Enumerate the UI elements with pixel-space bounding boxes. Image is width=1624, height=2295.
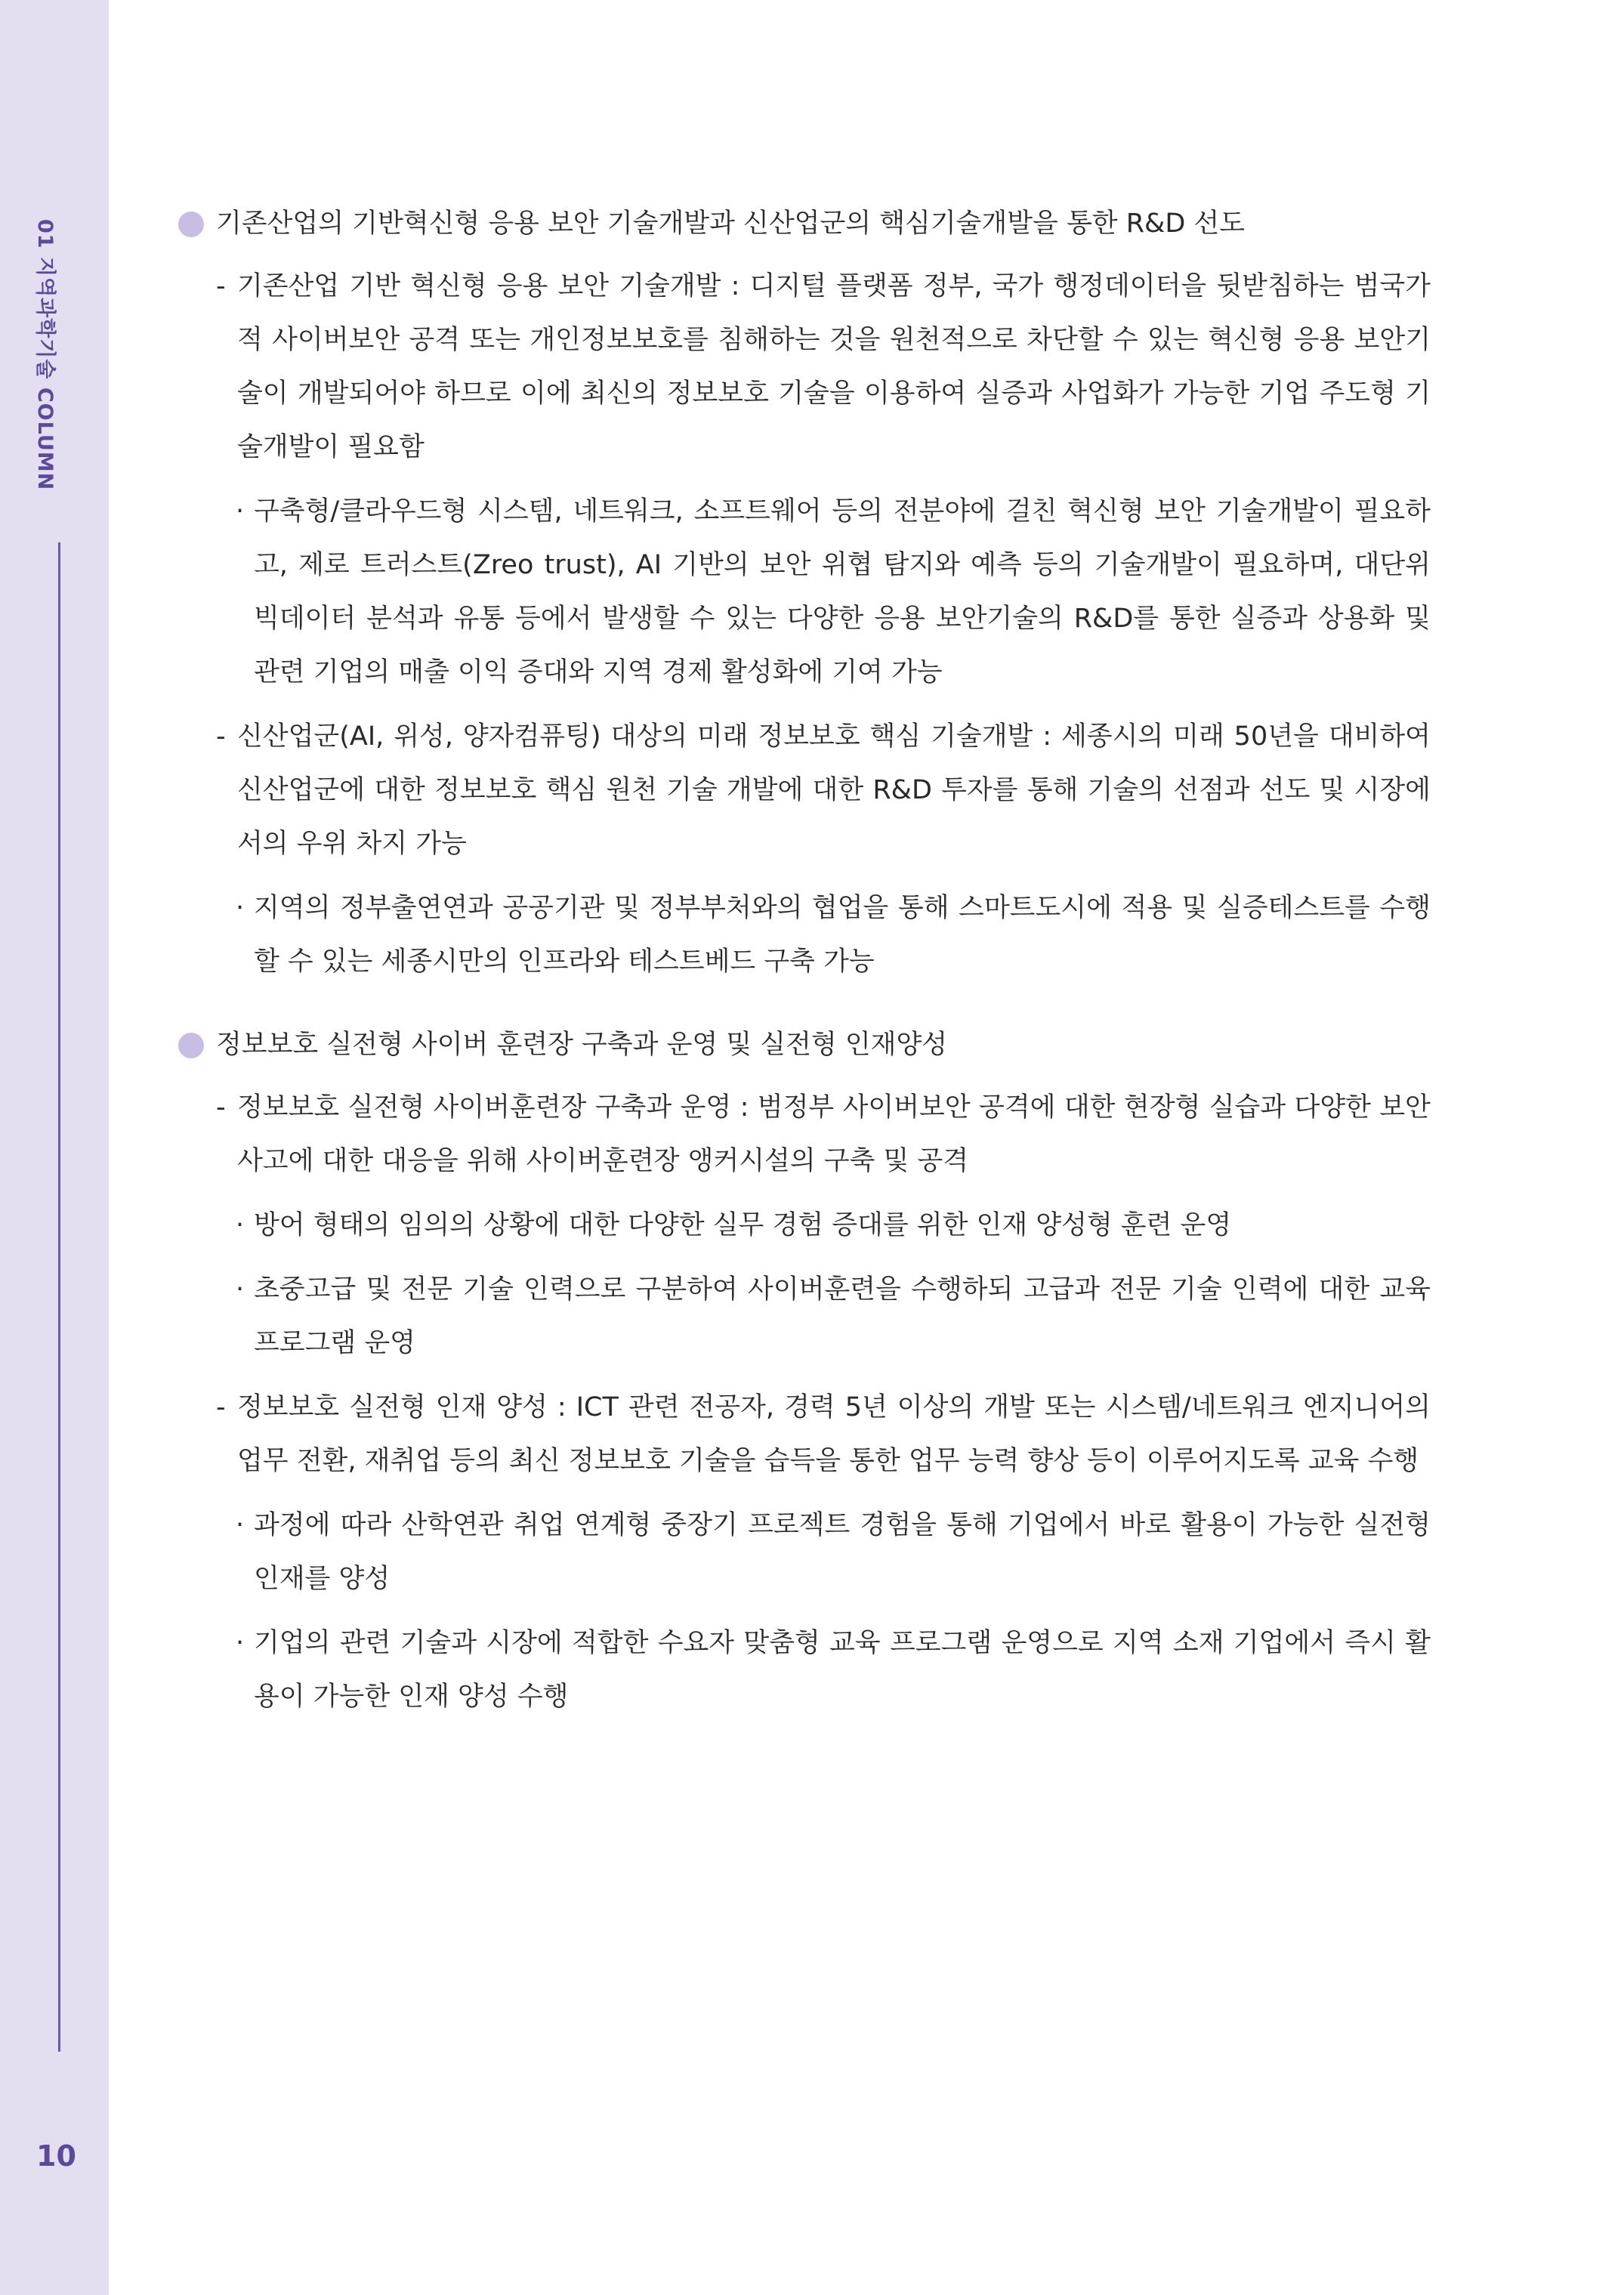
sub-item-text: 초중고급 및 전문 기술 인력으로 구분하여 사이버훈련을 수행하되 고급과 전문 기술 인력에 대한 교육 프로그램 운영 <box>254 1274 1431 1358</box>
middle-dot-icon: · <box>236 1274 245 1305</box>
sub-item-text: 구축형/클라우드형 시스템, 네트워크, 소프트웨어 등의 전분야에 걸친 혁신형 보안 기술개발이 필요하고, 제로 트러스트(Zreo trust), AI 기반의 보안 위협 탐지와 예측 등의 기술개발이 필요하며, 대단위 빅데이터 분석과 유통 등에서 발생할 수 있는 다양한 응용 보안기술의 R&D를 통한 실증과 상용화 및 관련 기업의 매출 이익 증대와 지역 경제 활성화에 기여 가능 <box>254 496 1431 687</box>
sub-item-text: 방어 형태의 임의의 상황에 대한 다양한 실무 경험 증대를 위한 인재 양성형 훈련 운영 <box>254 1210 1232 1240</box>
sub-item <box>177 1499 1431 1606</box>
middle-dot-icon: · <box>236 1510 245 1540</box>
sub-item-text: 기업의 관련 기술과 시장에 적합한 수요자 맞춤형 교육 프로그램 운영으로 지역 소재 기업에서 즉시 활용이 가능한 인재 양성 수행 <box>254 1628 1431 1712</box>
dash-item <box>177 710 1431 871</box>
dash-item-text: 정보보호 실전형 사이버훈련장 구축과 운영 : 범정부 사이버보안 공격에 대한 현장형 실습과 다양한 보안사고에 대한 대응을 위해 사이버훈련장 앵커시설의 구축 및 공격 <box>237 1092 1431 1176</box>
dash-item-text: 정보보호 실전형 인재 양성 : ICT 관련 전공자, 경력 5년 이상의 개발 또는 시스템/네트워크 엔지니어의 업무 전환, 재취업 등의 최신 정보보호 기술을 습득을 통한 업무 능력 향상 등이 이루어지도록 교육 수행 <box>237 1392 1431 1476</box>
middle-dot-icon: · <box>236 496 245 527</box>
dash-item <box>177 260 1431 474</box>
section-heading-1 <box>177 202 1431 245</box>
article-body <box>177 202 1431 1734</box>
middle-dot-icon: · <box>236 1628 245 1658</box>
circle-bullet-icon <box>178 1033 204 1058</box>
dash-item <box>177 1081 1431 1188</box>
dash-bullet-icon: - <box>216 1392 226 1422</box>
section-label: 01 지역과학기술 COLUMN <box>33 219 57 491</box>
sidebar-divider <box>58 542 60 2052</box>
sub-item <box>177 882 1431 989</box>
page-number: 10 <box>36 2139 76 2173</box>
dash-item <box>177 1381 1431 1488</box>
section-heading-text: 기존산업의 기반혁신형 응용 보안 기술개발과 신산업군의 핵심기술개발을 통한 R&D 선도 <box>216 208 1246 239</box>
section-heading-text: 정보보호 실전형 사이버 훈련장 구축과 운영 및 실전형 인재양성 <box>216 1030 948 1060</box>
sub-item <box>177 485 1431 700</box>
sidebar <box>0 0 109 2295</box>
circle-bullet-icon <box>178 212 204 237</box>
dash-bullet-icon: - <box>216 1092 226 1123</box>
sub-item <box>177 1617 1431 1724</box>
middle-dot-icon: · <box>236 1210 245 1240</box>
dash-item-text: 신산업군(AI, 위성, 양자컴퓨팅) 대상의 미래 정보보호 핵심 기술개발 : 세종시의 미래 50년을 대비하여 신산업군에 대한 정보보호 핵심 원천 기술 개발에 대한 R&D 투자를 통해 기술의 선점과 선도 및 시장에서의 우위 차지 가능 <box>237 721 1431 859</box>
sub-item <box>177 1263 1431 1370</box>
sub-item-text: 과정에 따라 산학연관 취업 연계형 중장기 프로젝트 경험을 통해 기업에서 바로 활용이 가능한 실전형 인재를 양성 <box>254 1510 1431 1594</box>
dash-bullet-icon: - <box>216 721 226 752</box>
dash-bullet-icon: - <box>216 271 226 301</box>
section-heading-2 <box>177 1024 1431 1066</box>
sub-item <box>177 1199 1431 1253</box>
dash-item-text: 기존산업 기반 혁신형 응용 보안 기술개발 : 디지털 플랫폼 정부, 국가 행정데이터을 뒷받침하는 범국가적 사이버보안 공격 또는 개인정보보호를 침해하는 것을 원천적으로 차단할 수 있는 혁신형 응용 보안기술이 개발되어야 하므로 이에 최신의 정보보호 기술을 이용하여 실증과 사업화가 가능한 기업 주도형 기술개발이 필요함 <box>237 271 1431 462</box>
middle-dot-icon: · <box>236 893 245 923</box>
sub-item-text: 지역의 정부출연연과 공공기관 및 정부부처와의 협업을 통해 스마트도시에 적용 및 실증테스트를 수행할 수 있는 세종시만의 인프라와 테스트베드 구축 가능 <box>254 893 1431 977</box>
